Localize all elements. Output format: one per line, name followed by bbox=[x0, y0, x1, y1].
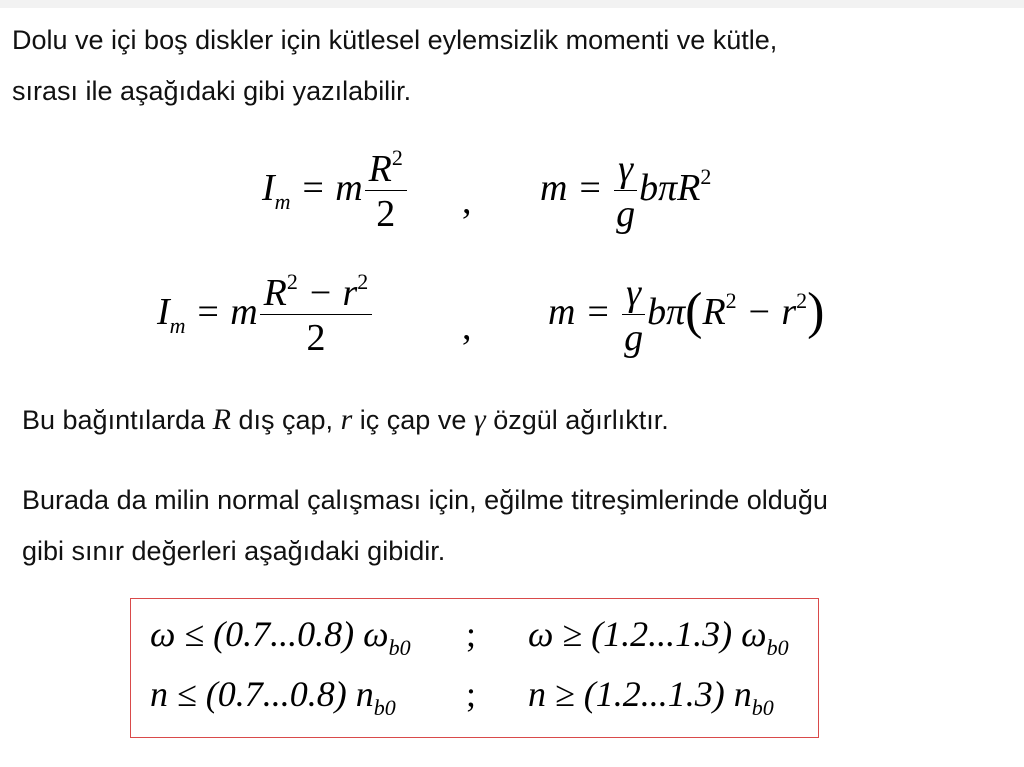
limit-row-1-separator: ; bbox=[466, 614, 477, 654]
gamma-symbol: γ bbox=[473, 403, 486, 436]
r-symbol: r bbox=[340, 403, 353, 436]
numerator-R-exponent: 2 bbox=[286, 269, 298, 294]
separator-comma: , bbox=[462, 306, 472, 348]
equals-m: = m bbox=[300, 167, 363, 210]
n-upper-limit: n ≥ (1.2...1.3) n bbox=[528, 674, 752, 714]
denominator: 2 bbox=[376, 193, 396, 235]
numerator-minus-r: − r bbox=[297, 272, 358, 314]
numerator-R: R bbox=[368, 148, 392, 190]
n-lower-limit: n ≤ (0.7...0.8) n bbox=[150, 674, 374, 714]
intro-line-1: Dolu ve içi boş diskler için kütlesel eylemsizlik momenti ve kütle, bbox=[12, 25, 778, 55]
definitions-line bbox=[22, 405, 669, 435]
definitions-inner-diameter: iç çap ve bbox=[359, 405, 467, 435]
limit-row-1-right bbox=[528, 614, 789, 660]
r-exponent: 2 bbox=[796, 288, 808, 314]
paren-close: ) bbox=[807, 283, 825, 341]
mass-equals: m = bbox=[540, 167, 603, 210]
R-symbol: R bbox=[702, 291, 726, 334]
omega-subscript: b0 bbox=[388, 635, 411, 660]
definitions-pre: Bu bağıntılarda bbox=[22, 405, 206, 435]
limit-row-2-separator: ; bbox=[466, 674, 477, 714]
inertia-symbol: I bbox=[262, 167, 275, 210]
gamma-symbol: γ bbox=[626, 272, 642, 314]
n-subscript: b0 bbox=[373, 695, 396, 720]
intro-line-2: sırası ile aşağıdaki gibi yazılabilir. bbox=[12, 76, 412, 106]
fraction bbox=[260, 269, 373, 359]
b-pi: bπ bbox=[647, 291, 686, 334]
formula-hollow-mass bbox=[548, 274, 824, 357]
gamma-over-g bbox=[614, 150, 637, 233]
omega-lower-limit: ω ≤ (0.7...0.8) ω bbox=[150, 614, 389, 654]
omega-upper-limit: ω ≥ (1.2...1.3) ω bbox=[528, 614, 767, 654]
R-exponent: 2 bbox=[725, 288, 737, 314]
formula-hollow-inertia bbox=[157, 269, 374, 359]
gamma-over-g bbox=[622, 274, 645, 357]
numerator-exponent: 2 bbox=[391, 145, 403, 170]
mass-equals: m = bbox=[548, 291, 611, 334]
inertia-subscript: m bbox=[274, 189, 291, 215]
R-symbol: R bbox=[212, 403, 231, 436]
limit-row-2-left bbox=[150, 674, 396, 720]
numerator-r-exponent: 2 bbox=[357, 269, 369, 294]
g-symbol: g bbox=[624, 317, 644, 359]
definitions-outer-diameter: dış çap, bbox=[238, 405, 334, 435]
minus-r: − r bbox=[736, 291, 797, 334]
g-symbol: g bbox=[616, 193, 636, 235]
numerator-R: R bbox=[263, 272, 287, 314]
b-pi-R: bπR bbox=[639, 167, 701, 210]
gamma-symbol: γ bbox=[618, 148, 634, 190]
separator-comma: , bbox=[462, 180, 472, 222]
R-exponent: 2 bbox=[700, 164, 712, 190]
formula-solid-inertia bbox=[262, 145, 409, 235]
paren-open: ( bbox=[685, 283, 703, 341]
inertia-subscript: m bbox=[169, 313, 186, 339]
inertia-symbol: I bbox=[157, 291, 170, 334]
equals-m: = m bbox=[195, 291, 258, 334]
n-subscript: b0 bbox=[751, 695, 774, 720]
fraction bbox=[365, 145, 407, 235]
top-bar bbox=[0, 0, 1024, 8]
omega-subscript: b0 bbox=[766, 635, 789, 660]
definitions-post: özgül ağırlıktır. bbox=[493, 405, 669, 435]
conditions-line-1: Burada da milin normal çalışması için, eğilme titreşimlerinde olduğu bbox=[22, 485, 828, 515]
formula-solid-mass bbox=[540, 150, 711, 233]
conditions-line-2: gibi sınır değerleri aşağıdaki gibidir. bbox=[22, 536, 446, 566]
limit-row-2-right bbox=[528, 674, 774, 720]
limit-row-1-left bbox=[150, 614, 411, 660]
denominator: 2 bbox=[306, 317, 326, 359]
